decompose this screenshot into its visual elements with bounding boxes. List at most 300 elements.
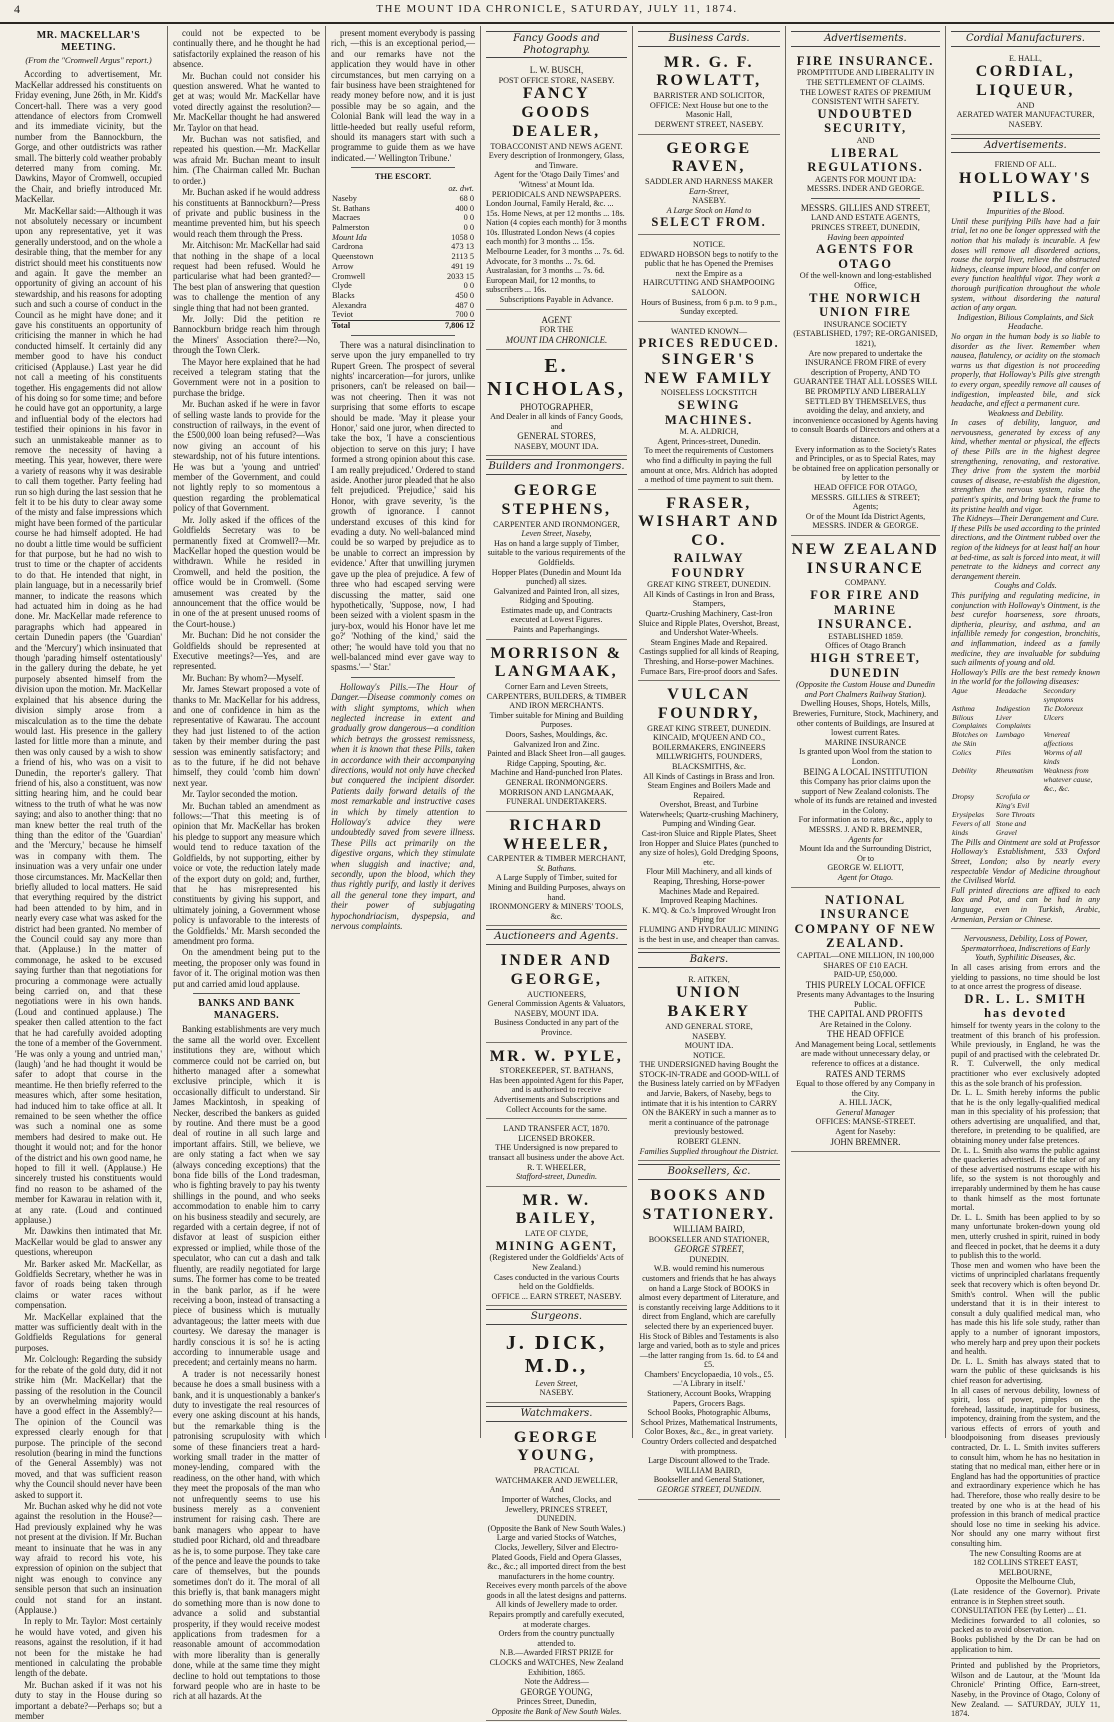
ad-line: FUNERAL UNDERTAKERS. <box>506 797 607 807</box>
ad-line: Overshot, Breast, and Turbine Waterwheels; Quartz-crushing Machinery, Pumping and Winding Gear. <box>639 800 779 829</box>
ad-line: Quartz-Crushing Machinery, Cast-Iron Sluice and Ripple Plates, Overshot, Breast, and Undershot Water-Wheels. <box>638 608 780 638</box>
ad-line: THE LOWEST RATES OF PREMIUM CONSISTENT WITH SAFETY. <box>800 87 931 107</box>
escort-amount: 700 0 <box>455 310 474 320</box>
column-5 <box>632 26 785 1494</box>
ad-line: 182 COLLINS STREET EAST, MELBOURNE, <box>973 1558 1078 1577</box>
ad-line: Timber suitable for Mining and Building Purposes. <box>489 710 624 730</box>
ad-line: WILLIAM BAIRD, <box>676 1465 742 1475</box>
masthead <box>0 0 1114 24</box>
ad-line: FOR THE <box>539 325 574 335</box>
section-heading: Builders and Ironmongers. <box>486 459 627 475</box>
ad-line: LAND TRANSFER ACT, 1870. <box>503 1124 610 1134</box>
ad-line: Machine and Hand-punched Iron Plates. <box>490 768 623 778</box>
disease-item: Dropsy <box>952 792 975 802</box>
ad-line: Equal to those offered by any Company in the City. <box>796 1079 935 1098</box>
ad-line: NASEBY, MOUNT IDA. <box>514 441 599 451</box>
column-2 <box>167 26 325 1702</box>
ad-line: A Large Supply of Timber, suited for Mining and Building Purposes, always on hand. <box>487 873 626 902</box>
ad-line: RAILWAY FOUNDRY <box>671 550 747 580</box>
escort-place: Teviot <box>332 310 354 320</box>
ad-line: CARPENTER AND IRONMONGER, <box>493 519 620 529</box>
escort-total-label: Total <box>331 321 413 331</box>
ad-line: CONSULTATION FEE (by Letter) ... £1. <box>951 1606 1087 1616</box>
column-7 <box>945 26 1105 1719</box>
disease-row <box>951 820 1100 838</box>
section-heading: Watchmakers. <box>486 1406 627 1422</box>
ad-line: Agent for Naseby: <box>835 1126 896 1136</box>
ad-line: NASEBY. <box>692 196 726 206</box>
ad-line: His Stock of Bibles and Testaments is also large and varied, both as to style and prices—the latter ranging from 1s. 6d. to £4 and £5. <box>638 1331 780 1370</box>
ad-line: Receives every month parcels of the above goods in all the latest designs and patterns. <box>486 1581 627 1600</box>
ad-line: POST OFFICE STORE, NASEBY. <box>498 75 615 85</box>
ad-line: Castings supplied for all kinds of Reaping, Threshing, and Horse-power Machines. <box>639 647 779 666</box>
ad-line: GENERAL STORES, <box>517 431 596 442</box>
ad-title: GEORGE YOUNG, <box>513 1428 600 1465</box>
ad-line: NASEBY, MOUNT IDA. <box>514 1008 599 1018</box>
escort-row <box>331 310 475 320</box>
ad-title: BOOKS AND STATIONERY. <box>642 1186 776 1223</box>
ad-line: Flour Mill Machinery, and all kinds of Reaping, Threshing, Horse-power Machines Made and Repaired. <box>646 867 772 896</box>
ad-line: GREAT KING STREET, DUNEDIN. <box>647 580 771 590</box>
ad-line: SADDLER AND HARNESS MAKER <box>644 176 774 186</box>
ad-bailey <box>486 1189 627 1307</box>
disease-row <box>951 731 1100 749</box>
ad-line: And <box>549 1485 564 1495</box>
ad-line: Is granted upon Wool from the station to London. <box>799 747 932 766</box>
ad-line: Cast-iron Sluice and Ripple Plates, Sheet Iron Hopper and Sluice Plates (punched to any size of holes), Gold Dredging Spoons, etc. <box>639 829 779 867</box>
ad-line: AND <box>856 135 875 145</box>
ad-line: Stationery, Account Books, Wrapping Papers, Grocers Bags. <box>647 1389 771 1408</box>
ad-title: J. DICK, M.D., <box>505 1332 608 1378</box>
disease-item: Secondary symptoms <box>1043 685 1076 704</box>
ad-line: BOOKSELLER AND STATIONER, <box>648 1234 770 1244</box>
article-paragraph: Mr. Barker asked Mr. MacKellar, as Goldfields Secretary, whether he was in favor of roads being taken through claims or water races without compensation. <box>15 1258 162 1311</box>
ad-line: GEORGE STREET, DUNEDIN. <box>656 1485 762 1494</box>
ad-line: Bookseller and General Stationer, <box>653 1475 765 1485</box>
ad-title: MR. W. PYLE, <box>489 1047 624 1065</box>
ad-line: Earn-Street, <box>689 186 729 196</box>
ad-line: And Dealer in all kinds of Fancy Goods, and <box>490 412 623 431</box>
escort-place: Arrow <box>332 261 354 271</box>
ad-line: FIRE INSURANCE. <box>796 53 935 68</box>
ad-line: FRIEND OF ALL. <box>994 160 1057 170</box>
ad-line: LICENSED BROKER. <box>518 1133 595 1143</box>
disease-item: Tic Doloreux <box>1043 703 1084 713</box>
ad-line: Doors, Sashes, Mouldings, &c. Galvanized Iron and Zinc. <box>505 730 608 749</box>
escort-amount: 68 0 <box>459 193 474 203</box>
ad-line: MESSRS. INDER & GEORGE. <box>812 521 919 531</box>
ad-line: MARINE INSURANCE <box>824 737 907 747</box>
disease-item <box>1043 793 1101 811</box>
ad-title: E. NICHOLAS, <box>487 355 626 401</box>
escort-place: Clyde <box>332 281 352 291</box>
ad-line: Estimates made up, and Contracts executed at Lowest Figures. <box>500 605 613 625</box>
article-paragraph: A trader is not necessarily honest because he does a small business with a bank, and it is unquestionably a banker's duty to investigate the real resources of every one asking discount at his hands, but the remarkable thing is the patronising scrupulosity with which some of these financiers treat a hard-working small trader in the matter of money-lending, compared with the readiness, on the other hand, with which they meet the proposals of the man who not unfrequently seems to use his business merely as a convenient instrument for raising cash. There are bank managers who appear to have studied poor Richard, old and threadbare as he is, to some purpose. They take care of the pence and leave the pounds to take care of themselves, but the pounds sometimes don't do it. The moral of all this briefly is, that bank managers might do something more than is now done to advance a solid and substantial prosperity, if they would receive modest applications from tradesmen for a reasonable amount of accommodation with more liberality than is generally done, while at the same time they might decline to hold out temptations to those forward people who are in haste to be rich at all hazards. At the <box>173 1368 320 1702</box>
ad-line: Dr. L. L. Smith has always stated that to warn the public of these quicksands is his chief reason for advertising. <box>951 1356 1100 1385</box>
ad-line: General Commission Agents & Valuators, <box>487 999 626 1009</box>
article-paragraph: Mr. Dawkins then intimated that Mr. MacKellar would be glad to answer any questions, whereupon <box>15 1226 162 1258</box>
ad-line: WANTED KNOWN— <box>670 326 748 336</box>
ad-line: The new Consulting Rooms are at <box>969 1548 1082 1558</box>
ad-line: Offices of Otago Branch <box>825 641 906 651</box>
ad-fire-insurance <box>791 51 940 536</box>
disease-item: Sore Throats <box>995 810 1035 820</box>
disease-item: Ague <box>952 685 968 695</box>
disease-item <box>1043 820 1101 838</box>
ad-line: THIS PURELY LOCAL OFFICE <box>805 979 926 990</box>
ad-line: Holloway's Pills are the best remedy known in the world for the following diseases: <box>951 667 1100 687</box>
column-6 <box>785 26 945 1438</box>
escort-unit: oz. dwt. <box>448 184 474 194</box>
ad-line: BOILERMAKERS, ENGINEERS MILLWRIGHTS, FOUNDERS, BLACKSMITHS, &c. <box>652 742 766 771</box>
article-paragraph: The Mayor here explained that he had received a telegram stating that the Government were not in a position to purchase the bridge. <box>173 356 320 398</box>
ad-stephens <box>486 479 627 640</box>
ad-line: All Kinds of Castings in Brass and Iron. Steam Engines and Boilers Made and Repaired. <box>643 771 775 800</box>
ad-line: PHOTOGRAPHER, <box>519 401 594 412</box>
ad-line: Hopper Plates (Dunedin and Mount Ida punched) all sizes. <box>491 567 622 587</box>
ad-line: Princes Street, Dunedin, <box>516 1697 597 1707</box>
escort-row <box>331 213 475 223</box>
ad-holloway <box>951 157 1100 929</box>
ad-line: AGENTS FOR MOUNT IDA: <box>814 174 917 184</box>
ad-title: INDER AND GEORGE, <box>500 952 613 988</box>
disease-item: Colics <box>952 748 972 758</box>
article-source: (From the "Cromwell Argus" report.) <box>25 55 152 66</box>
ad-line: Improved Reaping Machines. <box>660 896 758 906</box>
ad-line: INSURANCE SOCIETY <box>823 319 908 329</box>
escort-row <box>331 301 475 311</box>
article-paragraph: Mr. Colclough: Regarding the subsidy for the rebate of the gold duty, did it not strike him (Mr. MacKellar) that the passing of the resolution in the Council by an overwhelming majority would have a good effect in the Assembly?—The opinion of the Council was expressed clearly enough for that purpose. The principle of the second resolution (bearing in mind the functions of the General Assembly) was not moved, and that was sufficient reason why the Council should never have been asked to support it. <box>15 1354 162 1500</box>
section-heading: Business Cards. <box>638 31 780 47</box>
escort-place: Cromwell <box>332 271 366 281</box>
escort-amount: 473 13 <box>451 242 474 252</box>
disease-item: Worms of all kinds <box>1043 748 1083 766</box>
ad-line: TOBACCONIST AND NEWS AGENT. <box>490 141 623 151</box>
ad-line: CAPITAL—ONE MILLION, IN 100,000 SHARES OF £10 EACH. <box>797 951 934 970</box>
ad-line: PRICES REDUCED. <box>638 336 780 351</box>
ad-line: NOISELESS LOCKSTITCH <box>660 388 758 398</box>
divider <box>351 335 455 336</box>
ad-line: RATES AND TERMS <box>825 1068 906 1079</box>
ad-agent <box>486 312 627 350</box>
ad-line: (Opposite the Bank of New South Wales.) <box>487 1523 626 1533</box>
escort-title: THE ESCORT. <box>374 171 432 182</box>
ad-line: Note the Address— <box>524 1677 589 1687</box>
ad-line: LATE OF CLYDE, <box>524 1229 589 1239</box>
ad-line: AND <box>1016 100 1035 110</box>
ad-line: CARPENTERS, BUILDERS, & TIMBER AND IRON MERCHANTS. <box>486 691 627 711</box>
section-heading: Cordial Manufacturers. <box>951 31 1100 47</box>
ad-inder-george <box>486 949 627 1042</box>
ad-title: SINGER'S NEW FAMILY <box>644 350 774 387</box>
ad-line: MESSRS. INDER AND GEORGE. <box>806 184 925 194</box>
article-paragraph: Mr. Buchan asked if he would address his constituents at Bannockburn?—Press of private and public business in the meantime prevented him, but his speech would reach them through the Press. <box>173 187 320 239</box>
ad-line: Dr. L. L. Smith has been applied to by so many unfortunate broken-down young old men, utterly crushed in spirit, ruined in body and fleeced in pocket, that he deems it a duty to publish this to the world. <box>951 1212 1100 1261</box>
ad-line: THE HEAD OFFICE <box>827 1029 904 1040</box>
ad-title: HOLLOWAY'S PILLS. <box>959 169 1092 206</box>
escort-place: St. Bathans <box>332 203 370 213</box>
column-4 <box>480 26 632 1716</box>
ad-line: AGENTS FOR OTAGO <box>816 242 915 271</box>
ad-line: Every description of Ironmongery, Glass, and Tinware. <box>488 151 625 170</box>
article-heading-mackellar: MR. MACKELLAR'S MEETING. <box>36 30 141 53</box>
ad-line: No organ in the human body is so liable to disorder as the liver. Remember when nausea, flatulency, or acidity on the stomach warns us that digestion is not proceeding properly, that Holloway's Pills give strength to every organ, speedily remove all causes of indigestion, impleasted bile, and sick headache, and effect a permanent cure. <box>951 331 1100 409</box>
ad-line: BEING A LOCAL INSTITUTION <box>803 766 928 777</box>
ad-line: Agent for the 'Otago Daily Times' and 'Witness' at Mount Ida. <box>494 170 619 189</box>
ad-line: Corner Earn and Leven Streets, <box>505 682 608 692</box>
ad-fraser <box>638 492 780 681</box>
ad-line: Dr. L. L. Smith hereby informs the public that he is the only legally-qualified medical man in this speciality of his profession; that others advertising are unqualified, and that, therefore, in pretending to be qualified, are obtaining money under false pretences. <box>951 1088 1100 1146</box>
ad-line: HAIRCUTTING AND SHAMPOOING SALOON. <box>643 278 775 297</box>
ad-nz-insurance <box>791 538 940 888</box>
disease-item: Lumbago <box>995 730 1025 740</box>
section-heading: Bakers. <box>638 952 780 968</box>
ad-title: DR. L. L. SMITH has devoted <box>964 991 1087 1021</box>
disease-item: Bilious Complaints <box>952 712 988 731</box>
ad-line: Those men and women who have been the victims of unprincipled charlatans frequently seek that recovery which is often beyond Dr. Smith's control. When will the public understand that it is in their interest to consult a duly qualified medical man, who has made this his life sole study, rather than apply to a number of ignorant impostors, who merely harp and prey upon their pockets and health. <box>951 1260 1100 1357</box>
disease-item: Rheumatism <box>995 765 1034 775</box>
ad-title: RICHARD WHEELER, <box>503 816 610 853</box>
ad-line: MOUNT IDA. <box>684 1041 734 1051</box>
ad-line: St. Bathans. <box>536 863 577 873</box>
escort-place: Macraes <box>332 213 361 223</box>
ad-line: R. AITKEN, <box>688 974 730 984</box>
ad-line: Has on hand a large supply of Timber, suitable to the various requirements of the Goldfields. <box>487 538 626 567</box>
ad-line: GEORGE YOUNG, <box>520 1686 593 1697</box>
ad-hobson <box>638 237 780 322</box>
ad-line: THE Undersigned is now prepared to transact all business under the above Act. <box>488 1143 625 1162</box>
article-paragraph: Mr. Buchan: Did he not consider the Goldfields should be represented at Executive meetings?—Yes, and are represented. <box>173 630 320 672</box>
article-paragraph: Mr. Taylor seconded the motion. <box>182 789 298 800</box>
article-paragraph: Holloway's Pills.—The Hour of Danger.—Disease commonly comes on with slight symptoms, which when neglected increase in extent and gradually grow dangerous—a condition which betrays the grossest remissness, when it is known that these Pills, taken in accordance with their accompanying directions, would not only have checked but conquered the incipient disorder. Patients daily forward details of the most remarkable and instructive cases in which by timely attention to Holloway's advice they were undoubtedly saved from severe illness. These Pills act primarily on the digestive organs, which they stimulate when sluggish and inactive; and, secondly, upon the blood, which they thus rightly purify, and lastly it derives all the general tone they impart, and their power of subjugating hypochondriacism, dyspepsia, and nervous complaints. <box>331 681 475 932</box>
article-paragraph: Mr. Buchan asked if it was not his duty to stay in the House during so important a debate?—Perhaps so; but a member <box>15 1679 162 1722</box>
section-heading: Advertisements. <box>951 138 1100 154</box>
escort-row <box>331 262 475 272</box>
escort-group-total: 1058 0 <box>451 232 474 242</box>
disease-row <box>951 714 1100 732</box>
escort-amount: 2113 5 <box>451 252 474 262</box>
article-paragraph: On the amendment being put to the meeting, the proposer only was found in favor of it. The original motion was then put and carried amid loud applause. <box>173 947 320 989</box>
ad-line: Having been appointed <box>827 232 904 242</box>
escort-amount: 0 0 <box>463 223 474 233</box>
article-paragraph: Mr. MacKellar said:—Although it was not absolutely necessary or incumbent upon any representative, yet it was generally understood, and on the whole a desirable thing, that the member for any district should meet his constituents now and again. It gave the member an opportunity of giving an account of his stewardship, and his reasons for adopting such and such a course of conduct in the Council as he might have done; and it gave his constituents an opportunity of criticising the manner in which he had conducted himself. It certainly did any member good to have his conduct criticised (Applause.) Last year he did not call a meeting of his constituents together. His engagements did not allow of his doing so for some time; and before he could have got an opportunity, a large and influential body of the electors had testified their opinions in his favor in such an unmistakeable manner as to remove the necessity of having a meeting. This year, however, there were a variety of reasons why it was desirable to call them together. Party feeling had run so high during the last session that he felt it to be his duty to clear away some of the misty and false impressions which might have been formed of the particular course he had himself adopted. He had no doubt a little time would be sufficient for that purpose, but he had no wish to trust to time or the chapter of accidents to do that. He intended that night, in plain language, but in a necessarily brief manner, to indicate the reasons which had actuated him in doing as he had done. Mr. MacKellar made reference to paragraphs which had appeared in certain Dunedin papers (the 'Guardian' and the 'Mercury') which insinuated that though 'parading himself ostentatiously' in the gallery during the debate, he yet purposely absented himself from the division upon the motion. Mr. MacKellar explained that his absence during the division simply arose from a miscalculation as to the time the debate would last. His presence in the gallery lasted for little more than a minute, and then was only caused by a wish to show a friend of his, who was on a visit to Dunedin, the reporter's gallery. That friend of his, also a constituent, was now sitting hearing him, and he could bear witness to the truth of what he was now saying; and also to another thing: that no man knew better the real truth of the thing than the editor of the 'Guardian' and the 'Mercury,' because he himself was in company with them. The insinuation was a very unfair one under those circumstances. Mr. MacKellar then briefly alluded to local matters. He said that everything required by the district had been attended to by him, and in nearly every case what was asked for the district had been granted. No member of the Council could say any more than that. (Applause.) In the matter of commonage, he asked to be excused saying further than that negotiations for procuring a commonage were actually being carried on, and that these negotiations were in his own hands. (Loud and continued applause.) The speaker then called attention to the fact that he had carefully avoided adopting the tone of a member of the Government. 'He was only a young and untried man,' (laugh) 'and he had thought it would be safer to adopt that course in the meantime. He then briefly referred to the measures which, after some hesitation, had induced him to take office at all. It remained to be seen whether the office was such a nominal one as some members had desired to make out. He thought it would not; and for the honor of the district and his own good name, he hoped to fill it well. (Applause.) He sincerely trusted his constituents would find no reason to be ashamed of the member for Kawarau in relation with it, at any rate. (Loud and continued applause.) <box>15 205 162 1225</box>
ad-line: Dr. L. L. Smith also warns the public against the quackeries advertised. If the taker of any of these advertised nostrums escape with his life, so the system is not thoroughly and irreparably undermined by them he has cause to thank himself as the most fortunate mortal. <box>951 1145 1100 1213</box>
ad-line: WATCHMAKER AND JEWELLER, <box>495 1475 618 1485</box>
ad-union-bakery <box>638 972 780 1161</box>
disease-item: Liver Complaints <box>995 712 1031 731</box>
ad-line: SELECT FROM. <box>651 215 767 230</box>
ad-line: Stafford-street, Dunedin. <box>515 1172 598 1182</box>
ad-title: VULCAN FOUNDRY, <box>658 686 760 722</box>
ad-line: MESSRS. GILLIES AND STREET, <box>800 202 931 213</box>
ad-line: Painted and Black Sheet Iron—all gauges. Ridge Capping, Spouting, &c. <box>487 749 626 768</box>
ad-line: NOTICE. <box>692 239 726 249</box>
escort-amount: 0 0 <box>463 213 474 223</box>
article-paragraph: Mr. Buchan asked if he were in favor of selling waste lands to provide for the construction of railways, in the event of the £500,000 loan being refused?—Was now giving an account of his stewardship, not of his future intentions. He was but a 'young and untried' member of the Government, and could not lightly reply to so momentous a question regarding the problematical policy of that Government. <box>173 399 320 514</box>
ad-line: Medicines forwarded to all colonies, so packed as to avoid observation. <box>951 1615 1100 1635</box>
ad-line: Of the well-known and long-established Office, <box>799 271 932 290</box>
ad-line: Galvanized and Painted Iron, all sizes, Ridging and Spouting. <box>493 586 620 606</box>
ad-title: FRASER, WISHART AND CO. <box>638 494 780 550</box>
ad-line: All kinds of Jewellery made to order. Repairs promptly and carefully executed, at moderate charges. <box>488 1600 625 1629</box>
ad-line: STOREKEEPER, ST. BATHANS, <box>499 1066 614 1076</box>
ad-title: FANCY GOODS DEALER, <box>512 85 601 140</box>
article-paragraph: Mr. Buchan asked why he did not vote against the resolution in the House?—Had previously explained why he was not present at the division. If Mr. Buchan meant to insinuate that he was in any way afraid to record his vote, his expression of opinion on the subject that night was enough to convince any sensible person that such an insinuation could not stand for an instant. (Applause.) <box>15 1500 162 1616</box>
ad-line: himself for twenty years in the colony to the treatment of this branch of his profession. While previously, in England, he was the pupil of and practised with the celebrated Dr. R. T. Culverwell, the only medical practitioner who ever exclusively adopted this as the sole branch of his profession. <box>951 1020 1100 1088</box>
disease-item: Erysipelas <box>952 810 985 820</box>
ad-line: Impurities of the Blood. <box>986 207 1065 217</box>
ad-hall <box>951 51 1100 135</box>
ad-vulcan <box>638 683 780 949</box>
ad-line: Orders from the country punctually attended to. <box>498 1629 615 1648</box>
newspaper-title: THE MOUNT IDA CHRONICLE, SATURDAY, JULY 11, 1874. <box>376 3 738 15</box>
ad-line: (Registered under the Goldfields' Acts of New Zealand.) <box>489 1253 624 1272</box>
ad-line: In all cases of nervous debility, lowness of spirit, loss of power, pimples on the forehead, lassitude, inaptitude for business, impotency, draining from the system, and the various effects of errors of youth and bloodpoisoning from diseases previously contracted, Dr. L. L. Smith invites sufferers to consult him, whom he has no hesitation in stating that no medical man, either here or in England has had the opportunities of practice and extraordinary experience which he has had. Therefore, those who really desire to be treated by one who is at the head of his profession in this branch of medical practice should lose no time in seeking his advice. Nor should any one marry without first consulting him. <box>951 1385 1100 1548</box>
ad-line: Until these purifying Pills have had a fair trial, let no one be longer oppressed with the notion that his malady is incurable. A few doses will remove all disordered actions, rouse the torpid liver, relieve the obstructed kidneys, cleanse impure blood, and confer on every function healthful vigor. They work a thorough purification throughout the whole system, without disordering the natural action of any organ. <box>951 216 1100 313</box>
ad-line: ROBERT GLENN. <box>677 1137 741 1147</box>
ad-line: Families Supplied throughout the District. <box>639 1146 779 1156</box>
disease-item: Scrofula or King's Evil <box>995 792 1030 811</box>
ad-line: Large Discount allowed to the Trade. <box>648 1456 770 1466</box>
ad-line: Mount Ida and the Surrounding District, <box>799 844 932 854</box>
ad-line: THE UNDERSIGNED having Bought the STOCK-IN-TRADE and GOOD-WILL of the Business lately carried on by M'Fadyen and Jarvie, Bakers, of Naseby, begs to intimate that it is his intention to CARRY ON the BAKERY in such a manner as to merit a continuance of the patronage previously bestowed. <box>638 1060 780 1137</box>
ad-line: AUCTIONEERS, <box>527 989 586 999</box>
escort-amount: 2033 15 <box>447 271 474 281</box>
ad-line: SEWING MACHINES. <box>664 397 754 427</box>
disease-item: Stone and Gravel <box>995 819 1026 837</box>
ad-title: CORDIAL, LIQUEUR, <box>975 63 1076 99</box>
ad-line: IRONMONGERY & MINERS' TOOLS, &c. <box>489 902 624 921</box>
ad-line: Agent, Princes-street, Dunedin. <box>657 436 761 446</box>
ad-line: PERIODICALS AND NEWSPAPERS. <box>491 189 622 199</box>
ad-line: (Late residence of the Governor). Private entrance is in Stephen street south. <box>951 1586 1100 1606</box>
ad-line: In all cases arising from errors and the yielding to passions, no time should be lost to at once arrest the progress of disease. <box>951 962 1100 992</box>
escort-place: Queenstown <box>332 252 374 262</box>
disease-row <box>951 793 1100 811</box>
ad-line: (ESTABLISHED, 1797; RE-ORGANISED, 1821), <box>793 329 938 349</box>
ad-line: Hours of Business, from 6 p.m. to 9 p.m., Sunday excepted. <box>640 297 777 317</box>
ad-line: Large and varied Stocks of Watches, Clocks, Jewellery, Silver and Electro-Plated Goods, Field and Opera Glasses, &c., &c.; all imported direct from the best manufacturers in the home country. <box>487 1533 626 1581</box>
ad-wheeler <box>486 814 627 927</box>
ad-line: A Large Stock on Hand to <box>666 205 752 215</box>
ad-line: EDWARD HOBSON begs to notify to the public that he has Opened the Premises next the Empire as a <box>639 249 779 278</box>
escort-row <box>331 194 475 204</box>
page-number: 4 <box>14 2 20 16</box>
disease-item: Blotches on the Skin <box>952 730 988 749</box>
ad-line: GEORGE W. ELIOTT, <box>827 863 904 873</box>
divider <box>351 167 455 168</box>
ad-line: NASEBY. <box>692 1031 726 1041</box>
section-heading: Surgeons. <box>486 1309 627 1325</box>
ad-line: W.B. would remind his numerous customers and friends that he has always on hand a Large Stock of BOOKS in almost every department of Literature, and is constantly receiving large Additions to it direct from England, which are carefully selected there by an experienced buyer. <box>638 1264 780 1331</box>
ad-line: OFFICES: MANSE-STREET. <box>815 1117 916 1127</box>
disease-row <box>951 687 1100 705</box>
escort-row <box>331 281 475 291</box>
article-paragraph: Mr. Buchan could not consider his question answered. What he wanted to get at was; would Mr. MacKellar have voted directly against the resolution?—Mr. MacKellar thought he had answered Mr. Taylor on that head. <box>173 70 320 133</box>
article-paragraph: Banking establishments are very much the same all the world over. Excellent institutions they are, without which commerce could not be carried on, but hitherto managed after a somewhat exclusive principle, which it is occasionally difficult to understand. Sir James Mackintosh, in speaking of Necker, described the bankers as guided by routine. And there must be a good deal of routine in all such large and important affairs. Still, we believe, we are only stating a fact when we say (always conceding exceptions) that the bona fide bills of the Lond tradesman, who is fighting bravely to pay his twenty shillings in the pound, and who seeks accommodation to enable him to carry on his business steadily and securely, are regarded with a certain degree, if not of disfavor at least of suspicion either expressed or implied, while those of the speculator, who can cut a dash and talk fluently, are readily negotiated for large sums. The former has come to be treated in the bank parlor, as if he were receiving a boon, instead of transacting a piece of business which is mutually advantageous; the latter meets with due courtesy. We daresay the manager is hardly conscious it is so! he is acting according to innumerable usage and precedent; and certainly means no harm. <box>173 1024 320 1368</box>
ad-line: Leven Street, Naseby, <box>521 529 592 539</box>
article-paragraph: Mr. Buchan was not satisfied, and repeated his question.—Mr. MacKellar was afraid Mr. Buchan meant to insult him. (The Chairman called Mr. Buchan to order.) <box>173 134 320 186</box>
ad-line: LAND AND ESTATE AGENTS, <box>811 213 920 223</box>
ad-rowlatt <box>638 51 780 135</box>
ad-line: Agents for <box>848 834 883 844</box>
ad-line: MINING AGENT, <box>495 1238 618 1253</box>
ad-line: All Kinds of Castings in Iron and Brass, Stampers, <box>643 589 775 609</box>
ad-line: School Books, Photographic Albums, School Prizes, Mathematical Instruments, <box>640 1408 778 1427</box>
ad-line: Has been appointed Agent for this Paper, and is authorised to receive Advertisements and Subscriptions and Collect Accounts for the same. <box>489 1075 624 1114</box>
ad-line: Subscriptions Payable in Advance. <box>499 295 614 305</box>
ad-line: Color Boxes, &c., &c., in great variety. <box>644 1427 774 1437</box>
ad-line: General Manager <box>836 1107 895 1117</box>
ad-title: NEW ZEALAND INSURANCE <box>791 540 940 577</box>
ad-line: PAID-UP, £50,000. <box>833 970 898 980</box>
ad-line: Every information as to the Society's Rates and Principles, or as to Special Rates, may be obtained free on application personally or by letter to the <box>792 444 939 483</box>
ad-morrison <box>486 642 627 812</box>
ad-line: Or of the Mount Ida District Agents, <box>805 511 926 521</box>
article-paragraph: In reply to Mr. Taylor: Most certainly he would have voted, and given his reasons, against the resolution, if it had not been for the mistake he had mentioned in calculating the probable length of the debate. <box>15 1616 162 1679</box>
ad-line: GEORGE STREET, <box>674 1244 744 1255</box>
column-3 <box>325 26 480 1438</box>
ad-line: GREAT KING STREET, DUNEDIN. <box>647 723 771 733</box>
escort-row <box>331 223 475 233</box>
ad-line: DUNEDIN. <box>689 1254 729 1264</box>
escort-amount: 450 0 <box>455 290 474 300</box>
ad-line: N.B.—Awarded FIRST PRIZE for CLOCKS and WATCHES, New Zealand Exhibition, 1865. <box>489 1648 624 1677</box>
escort-place: Cardrona <box>332 242 363 252</box>
escort-amount: 487 0 <box>455 300 474 310</box>
escort-place: Naseby <box>332 193 357 203</box>
ad-line: Importer of Watches, Clocks, and Jewellery, PRINCES STREET, DUNEDIN. <box>501 1494 612 1524</box>
ad-line: If these Pills be used according to the printed directions, and the Ointment rubbed over the region of the kidneys for at least half an hour at bed-time, as salt is forced into meat, it will penetrate to the kidneys and correct any derangement therein. <box>951 523 1100 581</box>
escort-row <box>331 291 475 301</box>
ad-title: MORRISON & LANGMAAK, <box>490 644 623 681</box>
ad-line: Opposite the Melbourne Club, <box>975 1577 1076 1587</box>
ad-line: Full printed directions are affixed to each Box and Pot, and can be had in any language, even in Turkish, Arabic, Armenian, Persian or Chinese. <box>951 885 1100 924</box>
ad-line: PRINCES STREET, DUNEDIN, <box>811 222 920 232</box>
printer-imprint: Printed and published by the Proprietors, Wilson and de Lautour, at the 'Mount Ida Chronicle' Printing Office, Earn-street, Naseby, in the Province of Otago, Colony of New Zealand. — SATURDAY, JULY 11, 1874. <box>951 1661 1100 1719</box>
escort-total: 7,806 12 <box>417 321 475 331</box>
article-paragraph: Mr. MacKellar explained that the matter was sufficiently dealt with in the Goldfields Regulations for general purposes. <box>15 1311 162 1353</box>
ad-line: PRACTICAL <box>533 1466 580 1476</box>
article-paragraph: Mr. Aitchison: Mr. MacKellar had said that nothing in the shape of a local request had been refused. Would he particularise what had been granted?—The best plan of answering that question was to challenge the mention of any single thing that had not been granted. <box>173 240 320 313</box>
ad-title: MR. W. BAILEY, <box>515 1191 598 1228</box>
ad-line: Country Orders collected and despatched with promptness. <box>641 1437 777 1456</box>
ad-line: MORRISON AND LANGMAAK, <box>499 787 614 797</box>
article-paragraph: could not be expected to be continually there, and he thought he had satisfactorily explained the reason of his absence. <box>173 28 320 70</box>
ad-line: R. T. WHEELER, <box>527 1162 586 1172</box>
ad-baird <box>638 1184 780 1500</box>
ad-line: London Journal, Family Herald, &c. ... 15s. Home News, at per 12 months ... 18s. Nation (4 copies each month) for 3 months 10s. Illustrated London News (4 copies each month) for 3 months ... 15s. Melbourne Leader, for 3 months ... 7s. 6d. Advocate, for 3 months ... 7s. 6d. Australasian, for 3 months ... 7s. 6d. European Mail, for 12 months, to subscribers ... 16s. <box>486 199 627 295</box>
ad-line: Steam Engines Made and Repaired. <box>650 637 768 647</box>
ad-line: FOR FIRE AND MARINE <box>810 587 921 617</box>
ad-dr-smith <box>951 931 1100 1659</box>
ad-line: OFFICE: Next House but one to the Masonic Hall, <box>649 100 769 120</box>
disease-item: Fevers of all kinds <box>952 819 991 837</box>
ad-line: LIBERAL REGULATIONS. <box>807 145 924 175</box>
ad-line: MOUNT IDA CHRONICLE. <box>505 334 608 345</box>
article-heading-banks: BANKS AND BANK MANAGERS. <box>198 997 295 1021</box>
ad-line: M. A. ALDRICH, <box>679 427 739 437</box>
escort-row <box>331 242 475 252</box>
ad-line: JOHN BREMNER. <box>830 1136 901 1147</box>
article-paragraph: Mr. James Stewart proposed a vote of thanks to Mr. MacKellar for his address, and one of confidence in him as the representative of Kawarau. The account they had just listened to of the action taken by their member during the past session was eminently satisfactory; and as to the future, if he did not behave himself, they could 'comb him down' next year. <box>173 684 320 788</box>
ad-line: MESSRS. GILLIES & STREET; <box>811 492 920 502</box>
escort-table <box>331 172 475 330</box>
ad-line: E. HALL, <box>1009 53 1042 63</box>
section-heading: Advertisements. <box>791 31 940 47</box>
article-paragraph: Mr. Buchan: By whom?—Myself. <box>182 672 304 683</box>
ad-line: Opposite the Bank of New South Wales. <box>491 1706 622 1716</box>
